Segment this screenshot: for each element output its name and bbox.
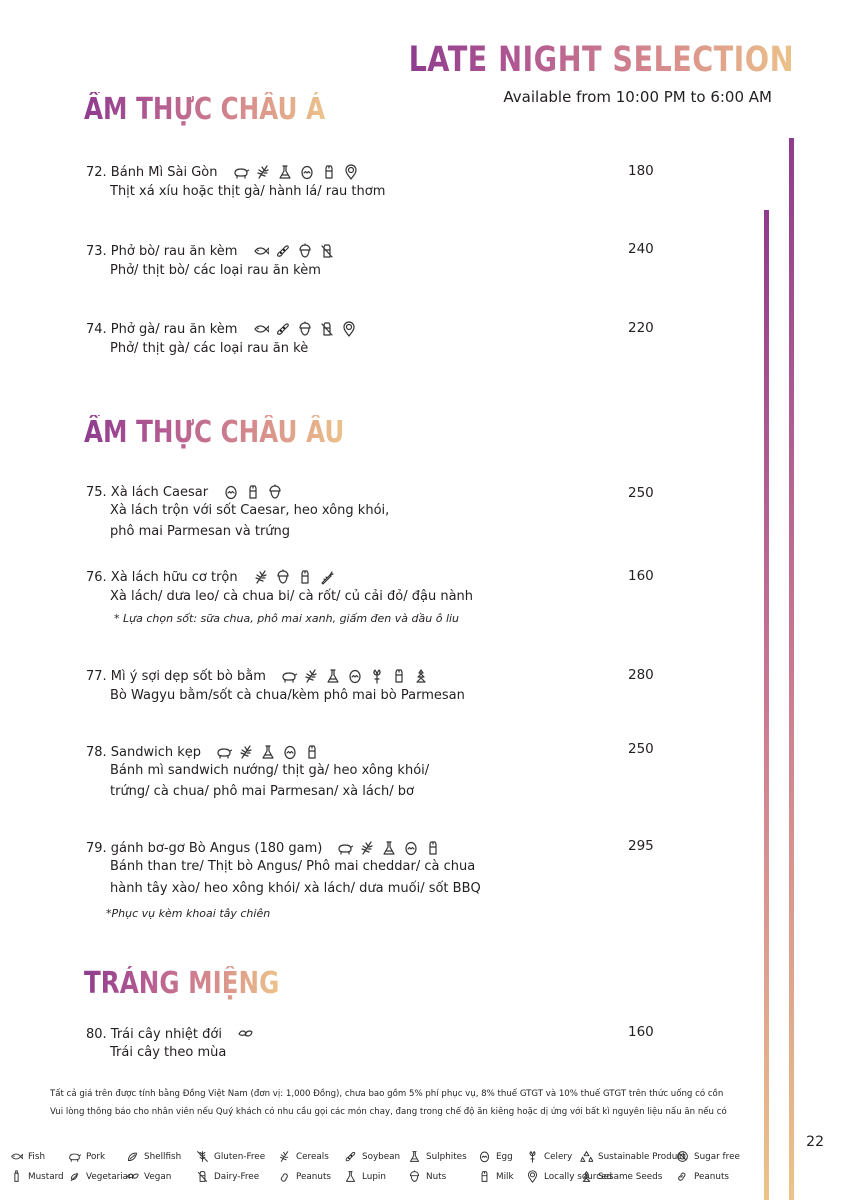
legend-label: Mustard — [28, 1171, 64, 1182]
legend-row-2 — [10, 1170, 736, 1183]
peanut2-icon — [676, 1170, 689, 1183]
legend-label: Dairy-Free — [214, 1171, 260, 1182]
menu-item-80 — [86, 1023, 253, 1042]
item-note: *Phục vụ kèm khoai tây chiên — [106, 907, 271, 920]
milk-icon — [425, 840, 441, 856]
nuts-icon — [267, 484, 283, 500]
pork-icon — [68, 1150, 81, 1163]
item-price: 250 — [628, 741, 654, 757]
sesame-icon — [413, 668, 429, 684]
item-name: 78. Sandwich kẹp — [86, 745, 202, 760]
legend-item — [676, 1150, 740, 1163]
menu-item-74 — [86, 318, 357, 337]
soybean-icon — [344, 1150, 357, 1163]
legend-item — [408, 1150, 478, 1163]
egg-icon — [223, 484, 239, 500]
legend-item — [68, 1170, 134, 1183]
legend-item — [196, 1170, 278, 1183]
item-price: 180 — [628, 163, 654, 179]
page-number: 22 — [806, 1134, 824, 1150]
legend-item — [126, 1150, 196, 1163]
milk-icon — [391, 668, 407, 684]
legend-item — [478, 1150, 526, 1163]
legend-label: Celery — [544, 1151, 573, 1162]
item-description: Xà lách trộn với sốt Caesar, heo xông khói, — [110, 503, 390, 518]
soybean-icon — [275, 321, 291, 337]
legend-row-1 — [10, 1150, 740, 1163]
menu-item-75 — [86, 481, 283, 500]
pork-icon — [216, 744, 232, 760]
item-description: Bò Wagyu bằm/sốt cà chua/kèm phô mai bò Parmesan — [110, 688, 465, 703]
item-name: 77. Mì ý sợi dẹp sốt bò bằm — [86, 669, 266, 684]
gluten-icon — [238, 744, 254, 760]
legend-item — [526, 1170, 613, 1183]
local-icon — [341, 321, 357, 337]
section-title-european: ẨM THỰC CHÂU ÂU — [84, 415, 345, 450]
item-description: Phở/ thịt gà/ các loại rau ăn kè — [110, 341, 309, 356]
legend-label: Shellfish — [144, 1151, 182, 1162]
item-description: Xà lách/ dưa leo/ cà chua bi/ cà rốt/ củ cải đỏ/ đậu nành — [110, 589, 474, 604]
legend-label: Vegetarian — [86, 1171, 134, 1182]
egg-icon — [478, 1150, 491, 1163]
nuts-icon — [275, 569, 291, 585]
cereals-icon — [278, 1150, 291, 1163]
item-description: Trái cây theo mùa — [110, 1045, 227, 1060]
legend-label: Nuts — [426, 1171, 447, 1182]
late-night-title: LATE NIGHT SELECTION — [408, 40, 794, 80]
gluten-icon — [253, 569, 269, 585]
allergen-icons — [253, 243, 335, 259]
gluten-icon — [303, 668, 319, 684]
dairy-free-icon — [319, 243, 335, 259]
decorative-bar-inner — [764, 210, 769, 1200]
item-name: 72. Bánh Mì Sài Gòn — [86, 165, 218, 180]
availability-subtitle: Available from 10:00 PM to 6:00 AM — [503, 88, 772, 106]
dairy-free-icon — [319, 321, 335, 337]
mustard-icon — [10, 1170, 23, 1183]
legend-label: Sustainable Product — [598, 1151, 686, 1162]
menu-item-76 — [86, 566, 335, 585]
section-title-dessert: TRÁNG MIỆNG — [84, 966, 280, 1001]
item-price: 250 — [628, 485, 654, 501]
legend-item — [10, 1150, 68, 1163]
legend-item — [408, 1170, 478, 1183]
vegan-icon — [237, 1026, 253, 1042]
menu-item-73 — [86, 240, 335, 259]
item-price: 240 — [628, 241, 654, 257]
milk-icon — [304, 744, 320, 760]
gluten-free-icon — [196, 1150, 209, 1163]
nuts-icon — [297, 243, 313, 259]
egg-icon — [347, 668, 363, 684]
legend-label: Lupin — [362, 1171, 386, 1182]
allergen-icons — [253, 321, 357, 337]
milk-icon — [297, 569, 313, 585]
soybean-icon — [275, 243, 291, 259]
legend-label: Peanuts — [694, 1171, 729, 1182]
legend-item — [344, 1170, 408, 1183]
sulphites-icon — [381, 840, 397, 856]
legend-item — [580, 1170, 676, 1183]
milk-icon — [245, 484, 261, 500]
legend-item — [68, 1150, 126, 1163]
item-note: * Lựa chọn sốt: sữa chua, phô mai xanh, giấm đen và dầu ô liu — [114, 612, 460, 625]
legend-item — [126, 1170, 196, 1183]
item-name: 76. Xà lách hữu cơ trộn — [86, 570, 238, 585]
legend-label: Gluten-Free — [214, 1151, 266, 1162]
section-title-asian: ẨM THỰC CHÂU Á — [84, 92, 326, 127]
celery-icon — [369, 668, 385, 684]
item-description: hành tây xào/ heo xông khói/ xà lách/ dưa muối/ sốt BBQ — [110, 881, 481, 896]
allergen-icons — [223, 484, 283, 500]
allergen-icons — [237, 1026, 253, 1042]
lupin-icon — [344, 1170, 357, 1183]
legend-label: Milk — [496, 1171, 514, 1182]
sulphites-icon — [277, 164, 293, 180]
dairy-free-icon — [196, 1170, 209, 1183]
peanuts-icon — [278, 1170, 291, 1183]
allergen-icons — [253, 569, 335, 585]
pork-icon — [281, 668, 297, 684]
sulphites-icon — [260, 744, 276, 760]
vegan-icon — [126, 1170, 139, 1183]
item-description: trứng/ cà chua/ phô mai Parmesan/ xà lách/ bơ — [110, 784, 414, 799]
legend-label: Vegan — [144, 1171, 172, 1182]
milk-icon — [478, 1170, 491, 1183]
legend-item — [278, 1150, 344, 1163]
fish-icon — [253, 321, 269, 337]
decorative-bar-outer — [789, 138, 794, 1200]
allergen-icons — [233, 164, 359, 180]
menu-item-79 — [86, 837, 441, 856]
item-price: 220 — [628, 320, 654, 336]
item-name: 79. ցánh bơ-gơ Bò Angus (180 gam) — [86, 841, 323, 856]
legend-label: Pork — [86, 1151, 106, 1162]
sustainable-icon — [580, 1150, 593, 1163]
celery-icon — [526, 1150, 539, 1163]
fish-icon — [253, 243, 269, 259]
legend-item — [278, 1170, 344, 1183]
item-name: 74. Phở gà/ rau ăn kèm — [86, 322, 238, 337]
egg-icon — [282, 744, 298, 760]
local-icon — [526, 1170, 539, 1183]
menu-item-72 — [86, 161, 359, 180]
milk-icon — [321, 164, 337, 180]
item-name: 75. Xà lách Caesar — [86, 485, 209, 500]
gluten-icon — [255, 164, 271, 180]
footnote-dietary: Vui lòng thông báo cho nhân viên nếu Quý khách có nhu cầu gọi các món chay, đang trong chế độ ăn kiêng hoặc dị ứng với bất kì nguyên liệu nấu ăn nếu có — [50, 1107, 727, 1117]
item-description: Thịt xá xíu hoặc thịt gà/ hành lá/ rau thơm — [110, 184, 386, 199]
item-description: Bánh than tre/ Thịt bò Angus/ Phô mai cheddar/ cà chua — [110, 859, 476, 874]
fish-icon — [10, 1150, 23, 1163]
legend-label: Cereals — [296, 1151, 329, 1162]
legend-item — [344, 1150, 408, 1163]
legend-label: Sugar free — [694, 1151, 740, 1162]
item-price: 295 — [628, 838, 654, 854]
legend-label: Peanuts — [296, 1171, 331, 1182]
legend-label: Sesame Seeds — [598, 1171, 663, 1182]
allergen-icons — [281, 668, 429, 684]
sesame-icon — [580, 1170, 593, 1183]
menu-item-77 — [86, 665, 429, 684]
legend-label: Soybean — [362, 1151, 401, 1162]
vegetarian-icon — [68, 1170, 81, 1183]
legend-item — [196, 1150, 278, 1163]
item-price: 280 — [628, 667, 654, 683]
item-name: 73. Phở bò/ rau ăn kèm — [86, 244, 238, 259]
shellfish-icon — [126, 1150, 139, 1163]
footnote-pricing: Tất cả giá trên được tính bằng Đồng Việt Nam (đơn vị: 1,000 Đồng), chưa bao gồm 5% phí phục vụ, 8% thuế GTGT và 10% thuế GTGT trên thức uống có cồn — [50, 1089, 724, 1099]
legend-item — [526, 1150, 580, 1163]
allergen-icons — [337, 840, 441, 856]
item-name: 80. Trái cây nhiệt đới — [86, 1027, 222, 1042]
legend-item — [478, 1170, 526, 1183]
carrot-icon — [319, 569, 335, 585]
nuts-icon — [408, 1170, 421, 1183]
legend-item — [580, 1150, 686, 1163]
pork-icon — [337, 840, 353, 856]
item-price: 160 — [628, 1024, 654, 1040]
item-description: Bánh mì sandwich nướng/ thịt gà/ heo xông khói/ — [110, 763, 430, 778]
item-description: Phở/ thịt bò/ các loại rau ăn kèm — [110, 263, 321, 278]
nuts-icon — [297, 321, 313, 337]
pork-icon — [233, 164, 249, 180]
legend-label: Sulphites — [426, 1151, 467, 1162]
gluten-icon — [359, 840, 375, 856]
egg-icon — [403, 840, 419, 856]
item-description: phô mai Parmesan và trứng — [110, 524, 291, 539]
legend-item — [10, 1170, 68, 1183]
sulphites-icon — [325, 668, 341, 684]
item-price: 160 — [628, 568, 654, 584]
menu-item-78 — [86, 741, 320, 760]
egg-icon — [299, 164, 315, 180]
legend-label: Locally sourced — [544, 1171, 613, 1182]
sugar-free-icon — [676, 1150, 689, 1163]
local-icon — [343, 164, 359, 180]
legend-item — [676, 1170, 736, 1183]
legend-label: Egg — [496, 1151, 513, 1162]
sulphites-icon — [408, 1150, 421, 1163]
legend-label: Fish — [28, 1151, 46, 1162]
allergen-icons — [216, 744, 320, 760]
